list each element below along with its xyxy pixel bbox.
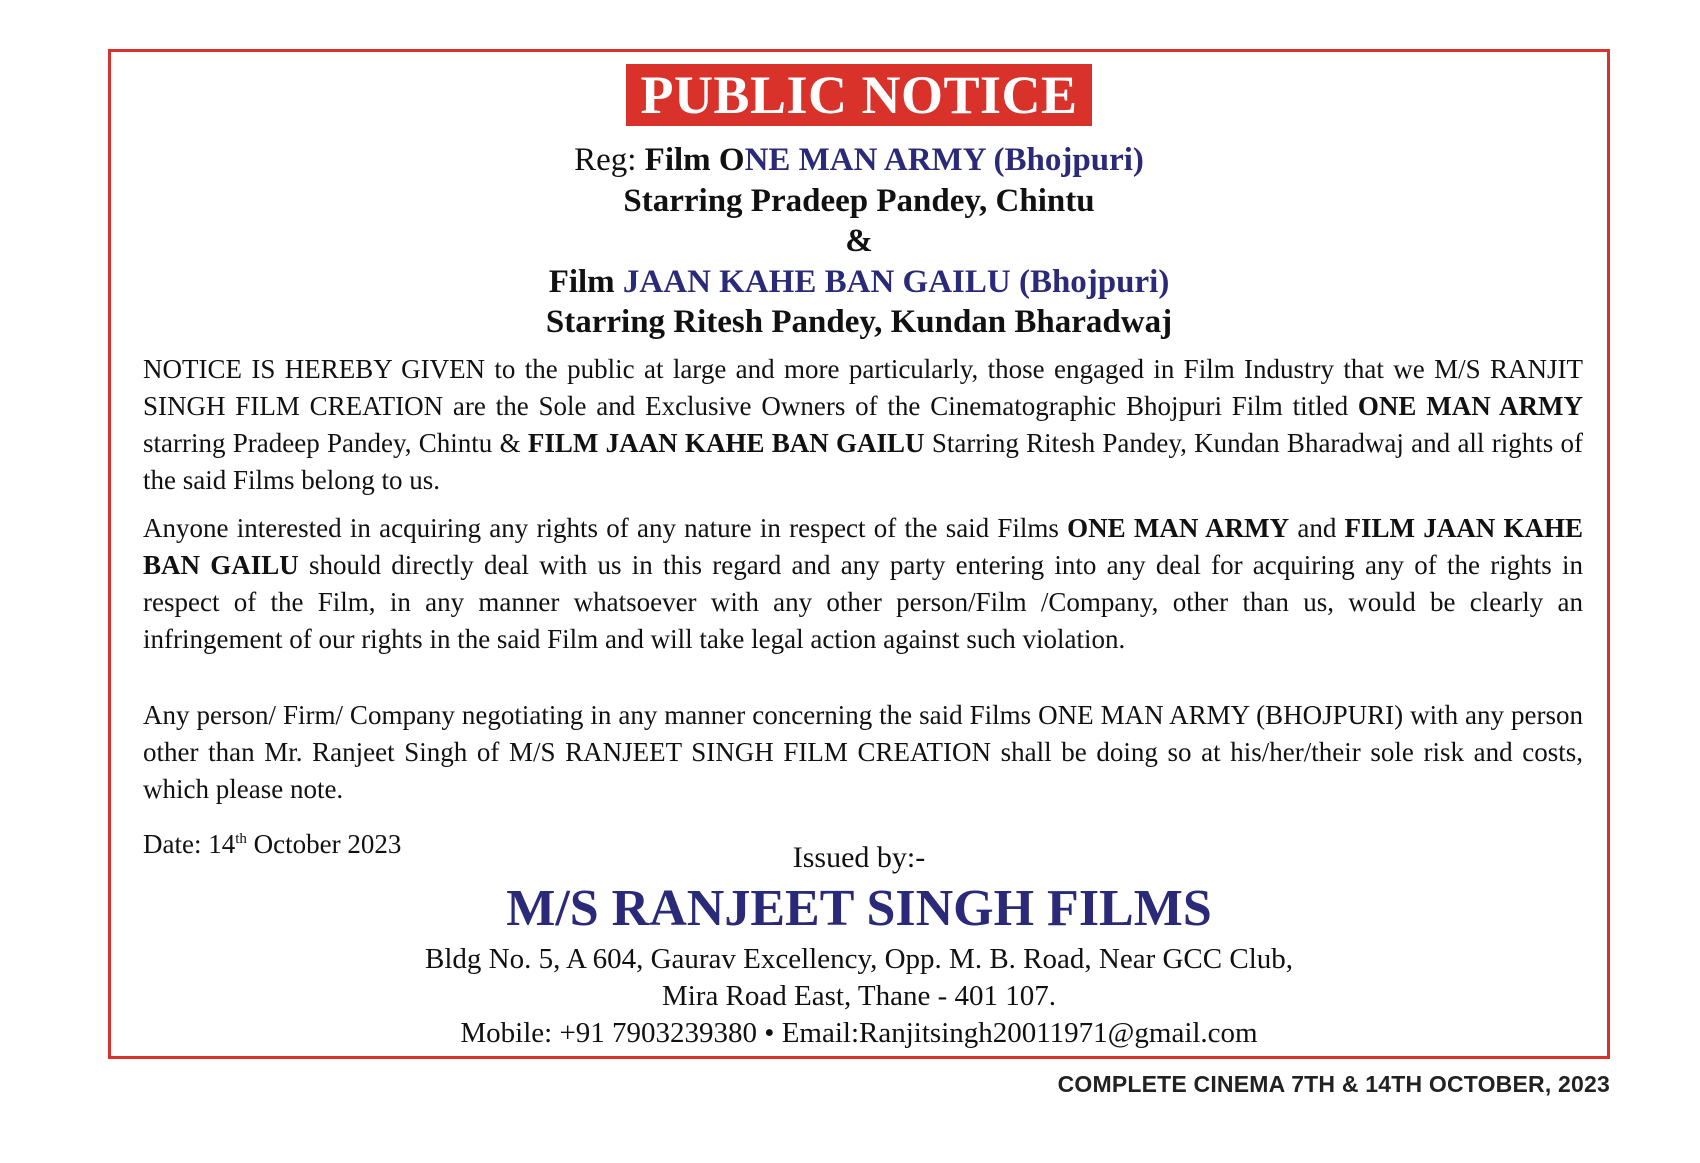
notice-heading [111,140,1607,343]
p1-bold-film2: FILM JAAN KAHE BAN GAILU [527,428,925,458]
notice-paragraph-2 [143,510,1583,658]
company-address [111,941,1607,1052]
notice-paragraph-3: Any person/ Firm/ Company negotiating in any manner concerning the said Films ONE MAN ARMY (BHOJPURI) with any person other than Mr. Ranjeet Singh of M/S RANJEET SINGH FILM CREATION shall be doing so at his/her/their sole risk and costs, which please note. [143,700,1583,804]
p2-bold-film1: ONE MAN ARMY [1067,513,1290,543]
date-rest: October 2023 [246,829,402,859]
ampersand: & [845,223,873,259]
film1-title: NE MAN ARMY (Bhojpuri) [744,142,1144,178]
film1-title-line [111,140,1607,181]
address-line-2: Mira Road East, Thane - 401 107. [661,980,1057,1012]
company-name: M/S RANJEET SINGH FILMS [506,880,1212,937]
p1-bold-film1: ONE MAN ARMY [1357,391,1583,421]
reg-prefix: Reg: [574,142,645,178]
film1-cast: Starring Pradeep Pandey, Chintu [623,182,1095,219]
banner-wrapper [111,64,1607,126]
contact-line: Mobile: +91 7903239380 • Email:Ranjitsingh20011971@gmail.com [460,1017,1258,1049]
p1-text-2: starring Pradeep Pandey, Chintu & [143,428,528,458]
p1-text-3: Starring Ritesh Pandey, Kundan Bharadwaj and all rights of the said Films belong to us. [143,428,1583,495]
p2-text-3: should directly deal with us in this regard and any party entering into any deal for acquiring any of the rights in respect of the Film, in any manner whatsoever with any other person/Film /Company, other than us, would be clearly an infringement of our rights in the said Film and will take legal action against such violation. [143,550,1583,654]
film2-title: JAAN KAHE BAN GAILU (Bhojpuri) [622,263,1170,300]
notice-paragraph-1 [143,351,1583,499]
date-ordinal: th [235,831,247,847]
date-prefix: Date: 14 [143,829,236,859]
public-notice-banner: PUBLIC NOTICE [626,64,1091,126]
public-notice-frame [108,49,1610,1059]
p1-text-1: NOTICE IS HEREBY GIVEN to the public at large and more particularly, those engaged in Film Industry that we M/S RANJIT SINGH FILM CREATION are the Sole and Exclusive Owners of the Cinematographic Bhojpuri Film titled [143,354,1583,421]
publication-credit: COMPLETE CINEMA 7TH & 14TH OCTOBER, 2023 [1057,1071,1610,1097]
film1-word: Film O [644,142,745,178]
film2-cast: Starring Ritesh Pandey, Kundan Bharadwaj [545,304,1173,340]
address-line-1: Bldg No. 5, A 604, Gaurav Excellency, Opp. M. B. Road, Near GCC Club, [424,943,1294,975]
p2-bold-film2: FILM JAAN KAHE BAN GAILU [143,513,1583,580]
film2-word: Film [548,263,623,300]
issued-by-label: Issued by:- [792,841,926,874]
p2-text-1: Anyone interested in acquiring any rights of any nature in respect of the said Films [143,513,1068,543]
film2-title-line [111,262,1607,303]
p2-text-2: and [1289,513,1345,543]
